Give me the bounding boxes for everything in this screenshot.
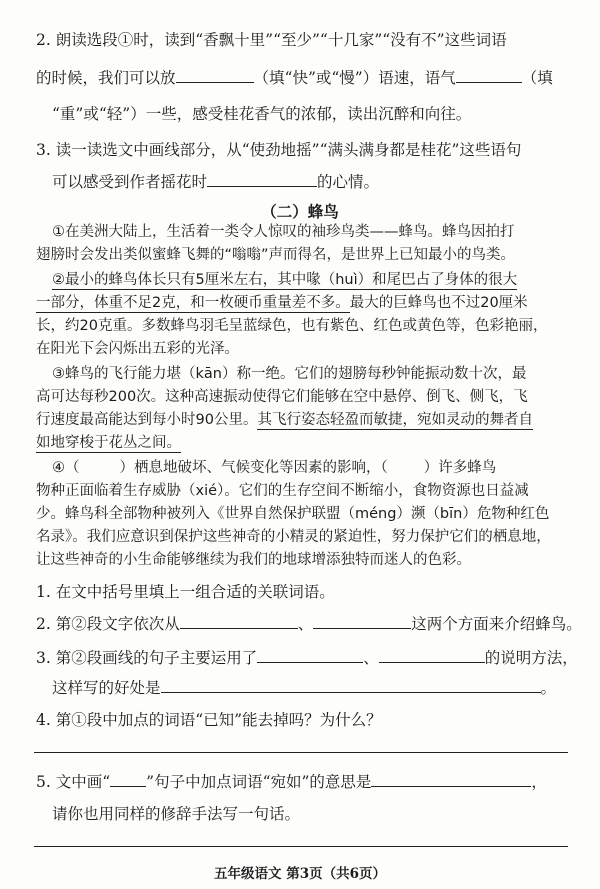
question-text: 、 (363, 649, 379, 667)
q2-line2 (36, 68, 570, 88)
article-p2: 长，约20克重。多数蜂鸟羽毛呈蓝绿色，也有紫色、红色或黄色等，色彩艳丽， (36, 318, 548, 334)
q4-answer-line[interactable] (34, 752, 568, 753)
question-3 (36, 648, 578, 668)
q3-text: 可以感受到作者摇花时 (52, 173, 208, 191)
article-text: 行速度最高能达到每小时90公里。 (36, 412, 258, 428)
speed-answer-blank[interactable] (176, 68, 254, 83)
q2-text: （填“快”或“慢”）语速，语气 (253, 69, 456, 87)
q5-answer-line[interactable] (34, 846, 568, 847)
q2-line3: “重”或“轻”）一些，感受桂花香气的浓郁，读出沉醉和向往。 (52, 105, 472, 123)
question-text: 。 (540, 679, 557, 697)
article-p4 (52, 458, 570, 478)
question-1: 1. 在文中括号里填上一组合适的关联词语。 (36, 583, 335, 601)
article-p4: 少。蜂鸟科全部物种被列入《世界自然保护联盟（méng）濒（bīn）危物种红色 (36, 506, 550, 522)
question-3-benefit (52, 678, 570, 698)
article-p4: 名录》。我们应意识到保护这些神奇的小精灵的紧迫性，努力保护它们的栖息地， (36, 529, 551, 545)
article-p3: 高可达每秒200次。这种高速振动使得它们能够在空中悬停、倒飞、侧飞，飞 (36, 389, 528, 405)
q3-line2 (52, 172, 570, 192)
article-p2 (52, 270, 570, 290)
question-text: 这两个方面来介绍蜂鸟。 (411, 615, 582, 633)
article-p1: ①在美洲大陆上，生活着一类令人惊叹的袖珍鸟类——蜂鸟。蜂鸟因拍打 (52, 224, 515, 240)
question-text: 3. 第②段画线的句子主要运用了 (36, 649, 258, 667)
method-blank-1[interactable] (257, 648, 363, 663)
article-p4: 物种正面临着生存威胁（xié）。它们的生存空间不断缩小，食物资源也日益减 (36, 483, 529, 499)
question-text: 、 (297, 615, 314, 633)
question-text: 这样写的好处是 (52, 679, 161, 697)
page-footer: 五年级语文 第3页（共6页） (214, 866, 386, 882)
aspect-blank-1[interactable] (180, 614, 298, 629)
aspect-blank-2[interactable] (313, 614, 411, 629)
underlined-sentence: 一部分，体重不足2克，和一枚硬币重量差不多。 (36, 295, 350, 311)
article-text: ）许多蜂鸟 (423, 460, 497, 476)
underlined-sentence: ②最小的蜂鸟体长只有5厘米左右，其中喙（huì）和尾巴占了身体的很大 (52, 272, 518, 288)
article-p1: 翅膀时会发出类似蜜蜂飞舞的“嗡嗡”声而得名，是世界上已知最小的鸟类。 (36, 247, 516, 263)
method-blank-2[interactable] (379, 648, 485, 663)
q2-line1: 2. 朗读选段①时，读到“香飘十里”“至少”“十几家”“没有不”这些词语 (36, 31, 507, 49)
q3-line1: 3. 读一读选文中画线部分，从“使劲地摇”“满头满身都是桂花”这些语句 (36, 141, 522, 159)
article-p4: 让这些神奇的小生命能够继续为我们的地球增添独特而迷人的色彩。 (36, 552, 471, 568)
q5-mark-blank (110, 772, 146, 787)
benefit-answer-blank[interactable] (161, 678, 541, 693)
underlined-sentence: 如地穿梭于花丛之间。 (36, 435, 181, 451)
article-p3 (36, 410, 570, 430)
meaning-answer-blank[interactable] (371, 772, 531, 787)
question-5-instruction: 请你也用同样的修辞手法写一句话。 (52, 805, 301, 823)
mood-answer-blank[interactable] (207, 172, 317, 187)
article-text: ④（ (52, 460, 80, 476)
section-title: （二）蜂鸟 (261, 202, 339, 221)
article-p3 (36, 433, 570, 453)
article-text: 最大的巨蜂鸟也不过20厘米 (349, 295, 528, 311)
underlined-sentence: 其飞行姿态轻盈而敏捷，宛如灵动的舞者自 (257, 412, 533, 428)
question-4: 4. 第①段中加点的词语“已知”能去掉吗？为什么？ (36, 711, 382, 729)
question-text: 5. 文中画“ (36, 773, 111, 791)
q3-text: 的心情。 (317, 173, 380, 191)
question-text: ， (531, 773, 547, 791)
question-text: 的说明方法， (484, 649, 578, 667)
q2-text: （填 (521, 69, 553, 87)
article-p2 (36, 293, 570, 313)
article-p3: ③蜂鸟的飞行能力堪（kān）称一绝。它们的翅膀每秒钟能振动数十次，最 (52, 366, 527, 382)
question-text: ”句子中加点词语“宛如”的意思是 (146, 773, 372, 791)
article-text: ）栖息地破坏、气候变化等因素的影响，（ (119, 460, 388, 476)
question-5 (36, 772, 570, 792)
q2-text: 的时候，我们可以放 (36, 69, 176, 87)
question-text: 2. 第②段文字依次从 (36, 615, 180, 633)
tone-answer-blank[interactable] (456, 68, 522, 83)
article-p2: 在阳光下会闪烁出五彩的光泽。 (36, 341, 239, 357)
question-2 (36, 614, 582, 634)
